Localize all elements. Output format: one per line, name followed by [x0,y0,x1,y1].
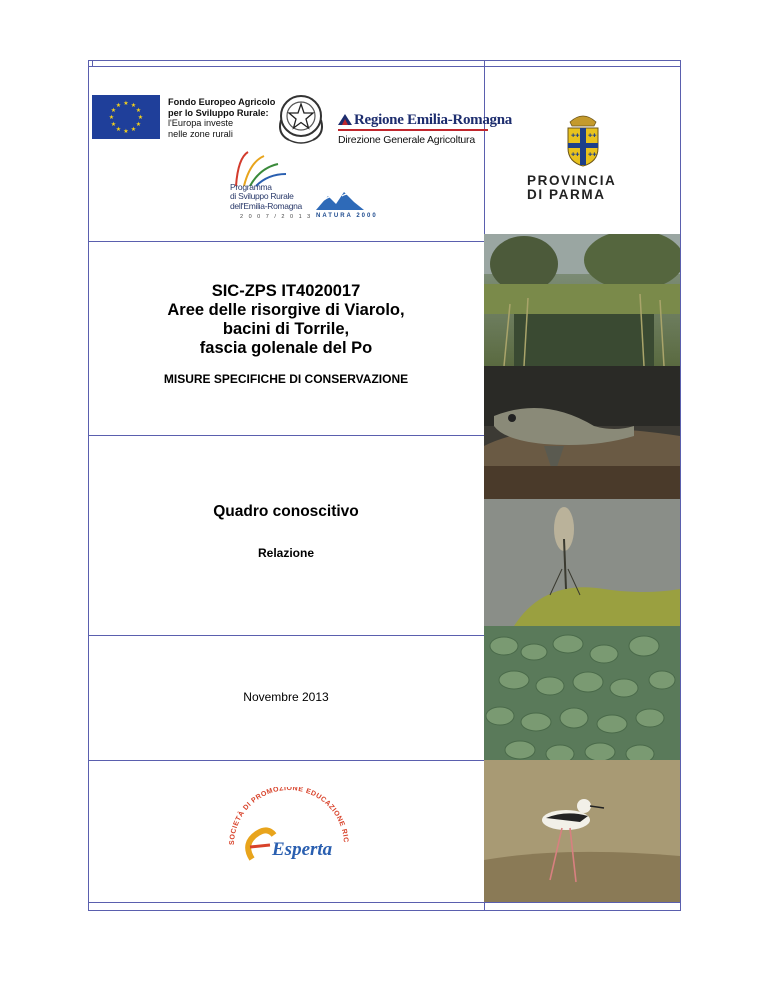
eu-line-2: per lo Sviluppo Rurale: [168,107,269,118]
stilt-bird-photo [484,760,680,902]
svg-text:★: ★ [115,126,122,133]
aquatic-plants-photo [484,626,680,760]
svg-text:★: ★ [137,114,144,121]
italian-republic-emblem-icon [275,90,327,146]
svg-text:✚✚: ✚✚ [588,152,597,158]
province-crest-icon [560,108,606,168]
esperta-arc-text: SOCIETÀ DI PROMOZIONE EDUCAZIONE RIC [228,787,350,846]
document-title [90,282,482,358]
frame-divider-4 [88,760,484,761]
svg-text:SOCIETÀ DI PROMOZIONE EDUCAZIO [222,787,349,845]
section-title: Quadro conoscitivo [213,503,359,520]
frame-divider-1 [88,241,484,242]
svg-text:★: ★ [110,121,117,128]
frame-top-line [88,60,680,61]
esperta-name: Esperta [272,839,333,860]
frame-right-line [680,60,681,911]
province-line-1: PROVINCIA [527,173,617,188]
frame-inner-left-line [92,60,93,67]
psr-line-1: Programma [230,182,272,192]
title-line-3: bacini di Torrile, [222,320,350,338]
wetland-pond-photo [484,234,680,366]
svg-text:★: ★ [115,102,122,109]
frame-inner-top-line [88,66,680,67]
region-symbol-icon [338,112,352,124]
document-kind: Relazione [257,546,314,560]
psr-line-2: di Sviluppo Rurale [230,191,294,202]
svg-text:✚✚: ✚✚ [588,133,597,139]
goby-fish-photo [484,366,680,499]
frame-divider-2 [88,435,484,436]
region-department: Direzione Generale Agricoltura [338,134,475,146]
natura-2000-text: NATURA 2000 [316,213,378,219]
svg-text:★: ★ [130,102,137,109]
frame-divider-3 [88,635,484,636]
eu-line-3: l'Europa investe [168,118,234,128]
eu-line-4: nelle zone rurali [168,128,233,139]
frame-left-line [88,60,89,911]
region-red-rule [338,129,488,131]
province-name [527,174,642,202]
svg-text:★: ★ [135,121,142,128]
eu-fund-text [168,97,275,139]
region-logo [338,112,512,146]
province-line-2: DI PARMA [527,187,606,202]
title-line-1: SIC-ZPS IT4020017 [211,282,361,300]
frame-bottom-line [88,902,680,903]
svg-text:★: ★ [135,107,142,114]
document-subtitle: MISURE SPECIFICHE DI CONSERVAZIONE [163,372,409,386]
svg-text:✚✚: ✚✚ [571,152,580,158]
svg-text:★: ★ [123,128,129,135]
svg-text:★: ★ [130,126,137,133]
region-name: Regione Emilia-Romagna [354,112,512,128]
title-line-2: Aree delle risorgive di Viarolo, [167,301,405,319]
psr-years: 2 0 0 7 / 2 0 1 3 [240,214,313,220]
eu-line-1: Fondo Europeo Agricolo [168,97,276,107]
eu-flag-icon [92,95,160,139]
damselfly-photo [484,499,680,626]
frame-outer-bottom-line [88,910,680,911]
esperta-logo [222,787,352,865]
svg-text:★: ★ [123,100,129,107]
psr-text [230,183,302,211]
psr-line-3: dell'Emilia-Romagna [230,200,302,211]
svg-text:★: ★ [108,114,115,121]
title-line-4: fascia golenale del Po [199,339,373,357]
svg-text:★: ★ [110,107,117,114]
document-date: Novembre 2013 [243,690,329,704]
svg-text:✚✚: ✚✚ [571,133,580,139]
